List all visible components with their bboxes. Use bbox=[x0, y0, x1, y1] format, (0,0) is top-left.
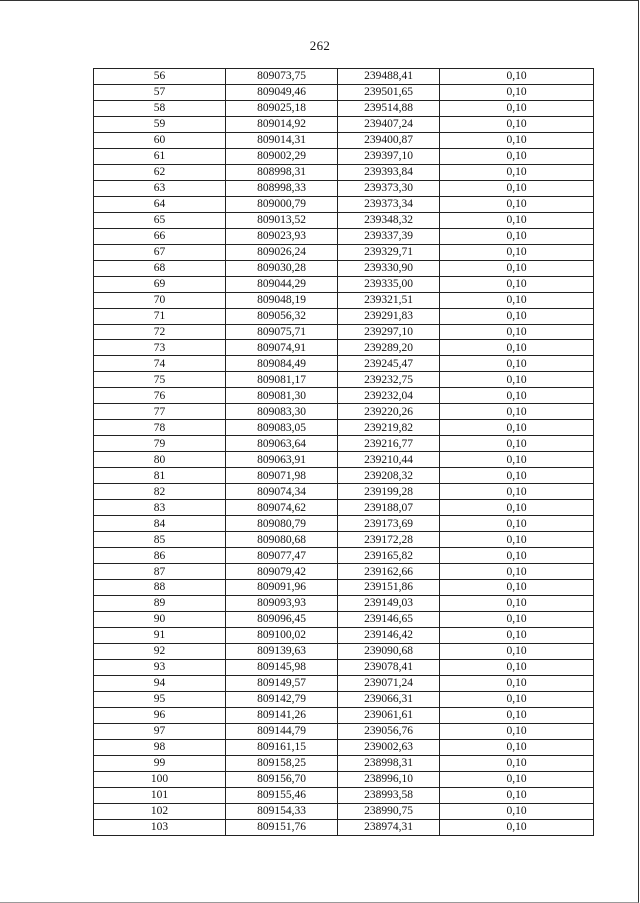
table-row bbox=[94, 516, 594, 532]
point-number-cell: 89 bbox=[94, 595, 226, 611]
table-row bbox=[94, 627, 594, 643]
point-number-cell: 67 bbox=[94, 244, 226, 260]
x-coordinate-cell: 809084,49 bbox=[226, 356, 338, 372]
x-coordinate-cell: 809030,28 bbox=[226, 260, 338, 276]
table-row bbox=[94, 244, 594, 260]
x-coordinate-cell: 809014,31 bbox=[226, 132, 338, 148]
point-number-cell: 64 bbox=[94, 196, 226, 212]
x-coordinate-cell: 809023,93 bbox=[226, 228, 338, 244]
table-row bbox=[94, 388, 594, 404]
y-coordinate-cell: 239151,86 bbox=[338, 580, 440, 596]
value-cell: 0,10 bbox=[440, 516, 594, 532]
point-number-cell: 58 bbox=[94, 100, 226, 116]
table-row bbox=[94, 595, 594, 611]
y-coordinate-cell: 238974,31 bbox=[338, 819, 440, 835]
value-cell: 0,10 bbox=[440, 739, 594, 755]
value-cell: 0,10 bbox=[440, 132, 594, 148]
point-number-cell: 90 bbox=[94, 611, 226, 627]
value-cell: 0,10 bbox=[440, 659, 594, 675]
x-coordinate-cell: 809014,92 bbox=[226, 116, 338, 132]
y-coordinate-cell: 239090,68 bbox=[338, 643, 440, 659]
point-number-cell: 84 bbox=[94, 516, 226, 532]
x-coordinate-cell: 809093,93 bbox=[226, 595, 338, 611]
x-coordinate-cell: 809081,30 bbox=[226, 388, 338, 404]
table-row bbox=[94, 69, 594, 85]
x-coordinate-cell: 809081,17 bbox=[226, 372, 338, 388]
point-number-cell: 61 bbox=[94, 148, 226, 164]
y-coordinate-cell: 239488,41 bbox=[338, 69, 440, 85]
y-coordinate-cell: 239291,83 bbox=[338, 308, 440, 324]
table-row bbox=[94, 611, 594, 627]
y-coordinate-cell: 239188,07 bbox=[338, 500, 440, 516]
y-coordinate-cell: 239407,24 bbox=[338, 116, 440, 132]
table-row bbox=[94, 100, 594, 116]
value-cell: 0,10 bbox=[440, 356, 594, 372]
x-coordinate-cell: 809151,76 bbox=[226, 819, 338, 835]
point-number-cell: 97 bbox=[94, 723, 226, 739]
point-number-cell: 95 bbox=[94, 691, 226, 707]
y-coordinate-cell: 239501,65 bbox=[338, 84, 440, 100]
x-coordinate-cell: 809158,25 bbox=[226, 755, 338, 771]
table-row bbox=[94, 755, 594, 771]
value-cell: 0,10 bbox=[440, 372, 594, 388]
x-coordinate-cell: 809025,18 bbox=[226, 100, 338, 116]
y-coordinate-cell: 239245,47 bbox=[338, 356, 440, 372]
point-number-cell: 68 bbox=[94, 260, 226, 276]
table-row bbox=[94, 468, 594, 484]
table-row bbox=[94, 196, 594, 212]
point-number-cell: 88 bbox=[94, 580, 226, 596]
y-coordinate-cell: 239337,39 bbox=[338, 228, 440, 244]
value-cell: 0,10 bbox=[440, 196, 594, 212]
value-cell: 0,10 bbox=[440, 468, 594, 484]
point-number-cell: 98 bbox=[94, 739, 226, 755]
x-coordinate-cell: 809091,96 bbox=[226, 580, 338, 596]
table-row bbox=[94, 164, 594, 180]
y-coordinate-cell: 239071,24 bbox=[338, 675, 440, 691]
coordinates-table-body bbox=[94, 69, 594, 836]
point-number-cell: 99 bbox=[94, 755, 226, 771]
table-row bbox=[94, 436, 594, 452]
point-number-cell: 87 bbox=[94, 564, 226, 580]
y-coordinate-cell: 239321,51 bbox=[338, 292, 440, 308]
value-cell: 0,10 bbox=[440, 755, 594, 771]
y-coordinate-cell: 238990,75 bbox=[338, 803, 440, 819]
point-number-cell: 103 bbox=[94, 819, 226, 835]
point-number-cell: 73 bbox=[94, 340, 226, 356]
x-coordinate-cell: 809154,33 bbox=[226, 803, 338, 819]
y-coordinate-cell: 239335,00 bbox=[338, 276, 440, 292]
point-number-cell: 76 bbox=[94, 388, 226, 404]
point-number-cell: 75 bbox=[94, 372, 226, 388]
y-coordinate-cell: 239078,41 bbox=[338, 659, 440, 675]
x-coordinate-cell: 809063,91 bbox=[226, 452, 338, 468]
table-row bbox=[94, 180, 594, 196]
y-coordinate-cell: 239232,75 bbox=[338, 372, 440, 388]
table-row bbox=[94, 404, 594, 420]
y-coordinate-cell: 239149,03 bbox=[338, 595, 440, 611]
x-coordinate-cell: 809077,47 bbox=[226, 548, 338, 564]
y-coordinate-cell: 239146,65 bbox=[338, 611, 440, 627]
value-cell: 0,10 bbox=[440, 595, 594, 611]
table-row bbox=[94, 643, 594, 659]
value-cell: 0,10 bbox=[440, 148, 594, 164]
value-cell: 0,10 bbox=[440, 228, 594, 244]
y-coordinate-cell: 239373,34 bbox=[338, 196, 440, 212]
y-coordinate-cell: 239172,28 bbox=[338, 532, 440, 548]
y-coordinate-cell: 239173,69 bbox=[338, 516, 440, 532]
y-coordinate-cell: 239216,77 bbox=[338, 436, 440, 452]
value-cell: 0,10 bbox=[440, 436, 594, 452]
y-coordinate-cell: 239289,20 bbox=[338, 340, 440, 356]
x-coordinate-cell: 809000,79 bbox=[226, 196, 338, 212]
x-coordinate-cell: 809079,42 bbox=[226, 564, 338, 580]
point-number-cell: 96 bbox=[94, 707, 226, 723]
table-row bbox=[94, 148, 594, 164]
value-cell: 0,10 bbox=[440, 308, 594, 324]
point-number-cell: 83 bbox=[94, 500, 226, 516]
value-cell: 0,10 bbox=[440, 276, 594, 292]
y-coordinate-cell: 239056,76 bbox=[338, 723, 440, 739]
y-coordinate-cell: 238993,58 bbox=[338, 787, 440, 803]
y-coordinate-cell: 239199,28 bbox=[338, 484, 440, 500]
point-number-cell: 62 bbox=[94, 164, 226, 180]
point-number-cell: 66 bbox=[94, 228, 226, 244]
value-cell: 0,10 bbox=[440, 260, 594, 276]
x-coordinate-cell: 809013,52 bbox=[226, 212, 338, 228]
value-cell: 0,10 bbox=[440, 548, 594, 564]
table-row bbox=[94, 819, 594, 835]
x-coordinate-cell: 809155,46 bbox=[226, 787, 338, 803]
table-row bbox=[94, 340, 594, 356]
y-coordinate-cell: 238998,31 bbox=[338, 755, 440, 771]
x-coordinate-cell: 809145,98 bbox=[226, 659, 338, 675]
table-row bbox=[94, 739, 594, 755]
point-number-cell: 91 bbox=[94, 627, 226, 643]
value-cell: 0,10 bbox=[440, 84, 594, 100]
value-cell: 0,10 bbox=[440, 420, 594, 436]
table-row bbox=[94, 707, 594, 723]
value-cell: 0,10 bbox=[440, 803, 594, 819]
value-cell: 0,10 bbox=[440, 452, 594, 468]
x-coordinate-cell: 809056,32 bbox=[226, 308, 338, 324]
value-cell: 0,10 bbox=[440, 819, 594, 835]
point-number-cell: 79 bbox=[94, 436, 226, 452]
x-coordinate-cell: 809074,62 bbox=[226, 500, 338, 516]
point-number-cell: 60 bbox=[94, 132, 226, 148]
value-cell: 0,10 bbox=[440, 771, 594, 787]
point-number-cell: 100 bbox=[94, 771, 226, 787]
point-number-cell: 101 bbox=[94, 787, 226, 803]
y-coordinate-cell: 239002,63 bbox=[338, 739, 440, 755]
table-row bbox=[94, 500, 594, 516]
value-cell: 0,10 bbox=[440, 69, 594, 85]
y-coordinate-cell: 239397,10 bbox=[338, 148, 440, 164]
value-cell: 0,10 bbox=[440, 707, 594, 723]
value-cell: 0,10 bbox=[440, 564, 594, 580]
point-number-cell: 80 bbox=[94, 452, 226, 468]
point-number-cell: 59 bbox=[94, 116, 226, 132]
point-number-cell: 57 bbox=[94, 84, 226, 100]
value-cell: 0,10 bbox=[440, 500, 594, 516]
value-cell: 0,10 bbox=[440, 244, 594, 260]
table-row bbox=[94, 276, 594, 292]
x-coordinate-cell: 809002,29 bbox=[226, 148, 338, 164]
table-row bbox=[94, 659, 594, 675]
y-coordinate-cell: 239165,82 bbox=[338, 548, 440, 564]
x-coordinate-cell: 809075,71 bbox=[226, 324, 338, 340]
table-row bbox=[94, 84, 594, 100]
y-coordinate-cell: 239219,82 bbox=[338, 420, 440, 436]
table-row bbox=[94, 292, 594, 308]
point-number-cell: 78 bbox=[94, 420, 226, 436]
value-cell: 0,10 bbox=[440, 292, 594, 308]
point-number-cell: 94 bbox=[94, 675, 226, 691]
value-cell: 0,10 bbox=[440, 484, 594, 500]
point-number-cell: 77 bbox=[94, 404, 226, 420]
y-coordinate-cell: 239066,31 bbox=[338, 691, 440, 707]
value-cell: 0,10 bbox=[440, 404, 594, 420]
x-coordinate-cell: 808998,31 bbox=[226, 164, 338, 180]
point-number-cell: 74 bbox=[94, 356, 226, 372]
x-coordinate-cell: 809074,91 bbox=[226, 340, 338, 356]
value-cell: 0,10 bbox=[440, 180, 594, 196]
x-coordinate-cell: 809048,19 bbox=[226, 292, 338, 308]
coordinates-table bbox=[93, 68, 594, 836]
table-row bbox=[94, 356, 594, 372]
table-row bbox=[94, 484, 594, 500]
value-cell: 0,10 bbox=[440, 340, 594, 356]
value-cell: 0,10 bbox=[440, 116, 594, 132]
point-number-cell: 71 bbox=[94, 308, 226, 324]
table-row bbox=[94, 324, 594, 340]
point-number-cell: 72 bbox=[94, 324, 226, 340]
point-number-cell: 56 bbox=[94, 69, 226, 85]
point-number-cell: 63 bbox=[94, 180, 226, 196]
table-row bbox=[94, 308, 594, 324]
point-number-cell: 86 bbox=[94, 548, 226, 564]
point-number-cell: 93 bbox=[94, 659, 226, 675]
x-coordinate-cell: 809149,57 bbox=[226, 675, 338, 691]
x-coordinate-cell: 809142,79 bbox=[226, 691, 338, 707]
value-cell: 0,10 bbox=[440, 164, 594, 180]
x-coordinate-cell: 808998,33 bbox=[226, 180, 338, 196]
y-coordinate-cell: 239162,66 bbox=[338, 564, 440, 580]
y-coordinate-cell: 238996,10 bbox=[338, 771, 440, 787]
x-coordinate-cell: 809063,64 bbox=[226, 436, 338, 452]
page-number: 262 bbox=[309, 38, 331, 53]
y-coordinate-cell: 239061,61 bbox=[338, 707, 440, 723]
y-coordinate-cell: 239348,32 bbox=[338, 212, 440, 228]
x-coordinate-cell: 809161,15 bbox=[226, 739, 338, 755]
x-coordinate-cell: 809139,63 bbox=[226, 643, 338, 659]
point-number-cell: 70 bbox=[94, 292, 226, 308]
y-coordinate-cell: 239220,26 bbox=[338, 404, 440, 420]
table-row bbox=[94, 691, 594, 707]
value-cell: 0,10 bbox=[440, 787, 594, 803]
x-coordinate-cell: 809080,68 bbox=[226, 532, 338, 548]
table-row bbox=[94, 675, 594, 691]
point-number-cell: 82 bbox=[94, 484, 226, 500]
x-coordinate-cell: 809074,34 bbox=[226, 484, 338, 500]
value-cell: 0,10 bbox=[440, 611, 594, 627]
x-coordinate-cell: 809083,30 bbox=[226, 404, 338, 420]
y-coordinate-cell: 239400,87 bbox=[338, 132, 440, 148]
table-row bbox=[94, 372, 594, 388]
x-coordinate-cell: 809044,29 bbox=[226, 276, 338, 292]
table-row bbox=[94, 564, 594, 580]
point-number-cell: 102 bbox=[94, 803, 226, 819]
table-row bbox=[94, 771, 594, 787]
table-row bbox=[94, 787, 594, 803]
value-cell: 0,10 bbox=[440, 580, 594, 596]
value-cell: 0,10 bbox=[440, 675, 594, 691]
value-cell: 0,10 bbox=[440, 691, 594, 707]
table-row bbox=[94, 548, 594, 564]
x-coordinate-cell: 809096,45 bbox=[226, 611, 338, 627]
table-row bbox=[94, 260, 594, 276]
point-number-cell: 81 bbox=[94, 468, 226, 484]
table-row bbox=[94, 212, 594, 228]
point-number-cell: 65 bbox=[94, 212, 226, 228]
y-coordinate-cell: 239232,04 bbox=[338, 388, 440, 404]
x-coordinate-cell: 809073,75 bbox=[226, 69, 338, 85]
table-row bbox=[94, 452, 594, 468]
y-coordinate-cell: 239329,71 bbox=[338, 244, 440, 260]
value-cell: 0,10 bbox=[440, 627, 594, 643]
table-row bbox=[94, 803, 594, 819]
table-row bbox=[94, 228, 594, 244]
y-coordinate-cell: 239146,42 bbox=[338, 627, 440, 643]
table-row bbox=[94, 132, 594, 148]
value-cell: 0,10 bbox=[440, 643, 594, 659]
table-row bbox=[94, 532, 594, 548]
value-cell: 0,10 bbox=[440, 532, 594, 548]
y-coordinate-cell: 239210,44 bbox=[338, 452, 440, 468]
x-coordinate-cell: 809083,05 bbox=[226, 420, 338, 436]
table-row bbox=[94, 116, 594, 132]
point-number-cell: 69 bbox=[94, 276, 226, 292]
x-coordinate-cell: 809049,46 bbox=[226, 84, 338, 100]
x-coordinate-cell: 809080,79 bbox=[226, 516, 338, 532]
value-cell: 0,10 bbox=[440, 100, 594, 116]
table-row bbox=[94, 580, 594, 596]
point-number-cell: 85 bbox=[94, 532, 226, 548]
table-row bbox=[94, 723, 594, 739]
table-row bbox=[94, 420, 594, 436]
x-coordinate-cell: 809141,26 bbox=[226, 707, 338, 723]
x-coordinate-cell: 809100,02 bbox=[226, 627, 338, 643]
y-coordinate-cell: 239208,32 bbox=[338, 468, 440, 484]
point-number-cell: 92 bbox=[94, 643, 226, 659]
y-coordinate-cell: 239297,10 bbox=[338, 324, 440, 340]
y-coordinate-cell: 239373,30 bbox=[338, 180, 440, 196]
value-cell: 0,10 bbox=[440, 212, 594, 228]
y-coordinate-cell: 239330,90 bbox=[338, 260, 440, 276]
x-coordinate-cell: 809026,24 bbox=[226, 244, 338, 260]
x-coordinate-cell: 809156,70 bbox=[226, 771, 338, 787]
x-coordinate-cell: 809144,79 bbox=[226, 723, 338, 739]
y-coordinate-cell: 239514,88 bbox=[338, 100, 440, 116]
value-cell: 0,10 bbox=[440, 388, 594, 404]
y-coordinate-cell: 239393,84 bbox=[338, 164, 440, 180]
x-coordinate-cell: 809071,98 bbox=[226, 468, 338, 484]
value-cell: 0,10 bbox=[440, 324, 594, 340]
value-cell: 0,10 bbox=[440, 723, 594, 739]
